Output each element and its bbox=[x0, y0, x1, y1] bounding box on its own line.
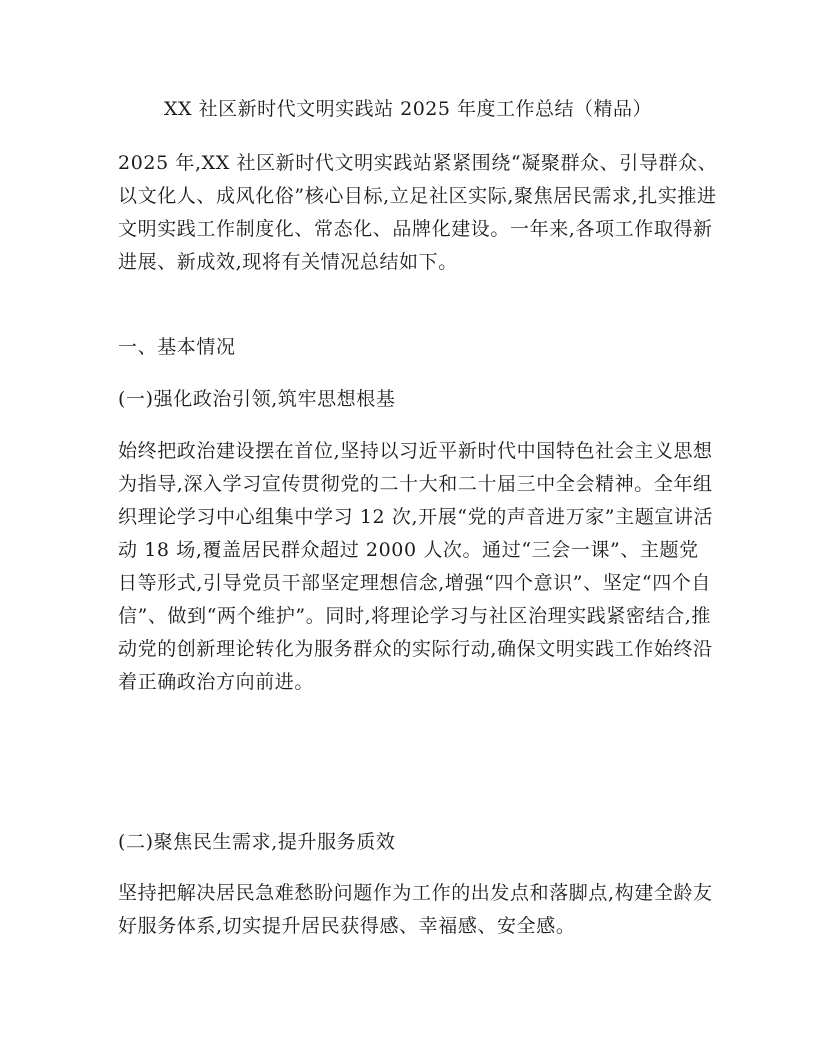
section-heading-basic-situation: 一、基本情况 bbox=[118, 336, 236, 358]
subsection-paragraph-political-guidance: 始终把政治建设摆在首位,坚持以习近平新时代中国特色社会主义思想为指导,深入学习宣传贯彻党的二十大和二十届三中全会精神。全年组织理论学习中心组集中学习 12 次,开展“党的声音进万家”主题宣讲活动 18 场,覆盖居民群众超过 2000 人次。通过“三会一课”、主题党日等形式,引导党员干部坚定理想信念,增强“四个意识”、坚定“四个自信”、做到“两个维护”。同时,将理论学习与社区治理实践紧密结合,推动党的创新理论转化为服务群众的实际行动,确保文明实践工作始终沿着正确政治方向前进。 bbox=[118, 440, 714, 693]
subsection-paragraph-livelihood-needs: 坚持把解决居民急难愁盼问题作为工作的出发点和落脚点,构建全龄友好服务体系,切实提升居民获得感、幸福感、安全感。 bbox=[118, 882, 713, 937]
subsection-heading-livelihood-needs: (二)聚焦民生需求,提升服务质效 bbox=[118, 831, 396, 853]
document-title: XX 社区新时代文明实践站 2025 年度工作总结（精品） bbox=[163, 98, 653, 120]
subsection-heading-political-guidance: (一)强化政治引领,筑牢思想根基 bbox=[118, 388, 396, 410]
intro-paragraph: 2025 年,XX 社区新时代文明实践站紧紧围绕“凝聚群众、引导群众、以文化人、成风化俗”核心目标,立足社区实际,聚焦居民需求,扎实推进文明实践工作制度化、常态化、品牌化建设。一年来,各项工作取得新进展、新成效,现将有关情况总结如下。 bbox=[118, 152, 718, 273]
